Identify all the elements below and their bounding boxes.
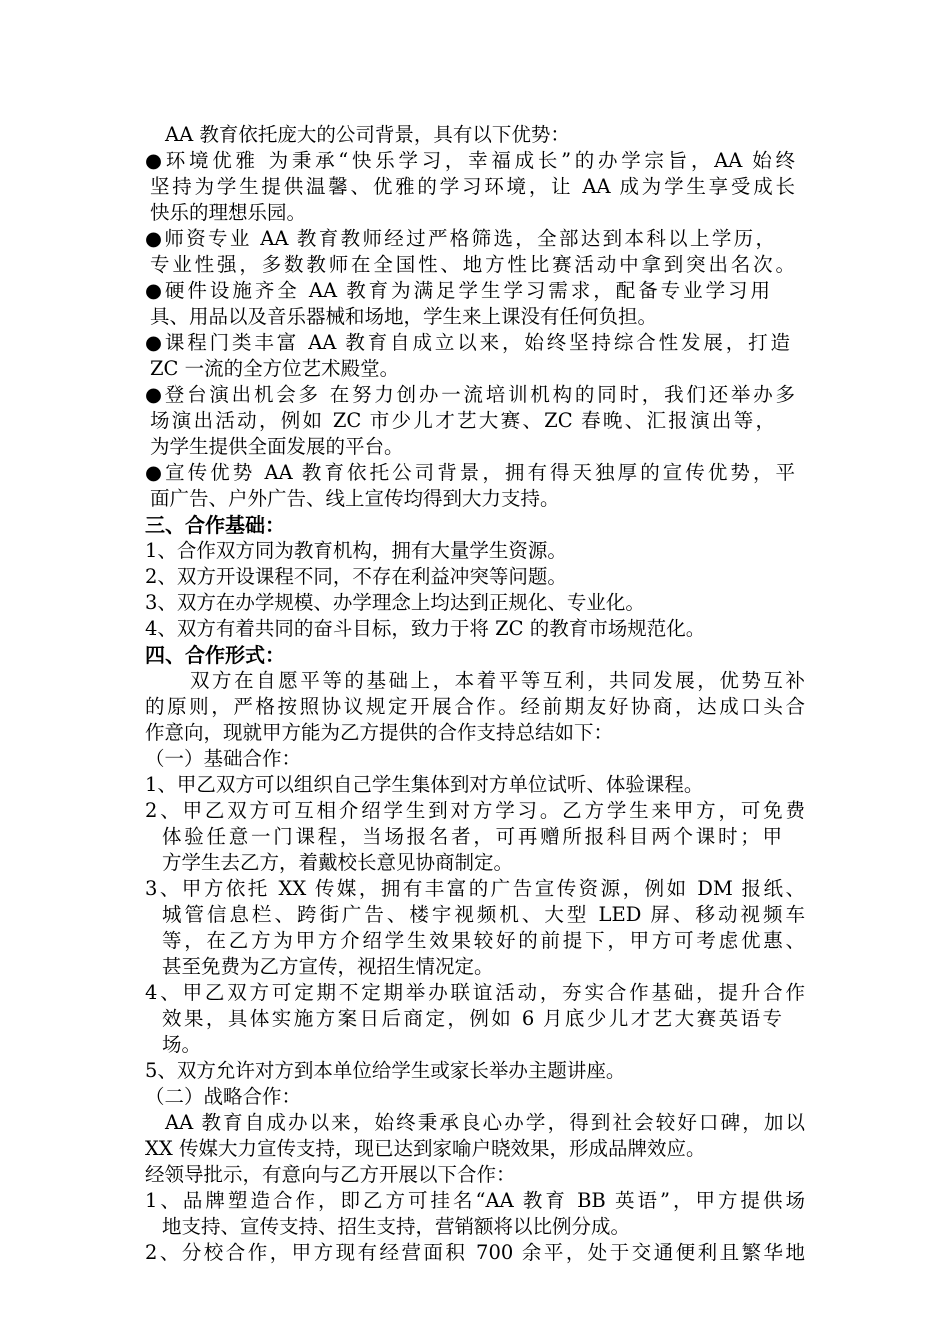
basic-item-3: 3、甲方依托 XX 传媒，拥有丰富的广告宣传资源，例如 DM 报纸、 (145, 877, 805, 900)
strategic-intro: AA 教育自成办以来，始终秉承良心办学，得到社会较好口碑，加以 (165, 1111, 805, 1134)
basic-item-1: 1、甲乙双方可以组织自己学生集体到对方单位试听、体验课程。 (145, 773, 704, 796)
basic-item-3-cont: 城管信息栏、跨街广告、楼宇视频机、大型 LED 屏、移动视频车 (162, 903, 805, 926)
advantage-environment: ●环境优雅 为秉承“快乐学习，幸福成长”的办学宗旨，AA 始终 (145, 149, 795, 172)
section4-intro-cont: 的原则，严格按照协议规定开展合作。经前期友好协商，达成口头合 (145, 695, 805, 718)
section4-heading: 四、合作形式： (145, 643, 285, 667)
basic-item-3-cont: 等，在乙方为甲方介绍学生效果较好的前提下，甲方可考虑优惠、 (162, 929, 805, 952)
section3-item: 3、双方在办学规模、办学理念上均达到正规化、专业化。 (145, 591, 645, 614)
basic-item-5: 5、双方允许对方到本单位给学生或家长举办主题讲座。 (145, 1059, 626, 1082)
strategic-intro-cont: 经领导批示，有意向与乙方开展以下合作： (145, 1163, 516, 1186)
basic-item-2-cont: 体验任意一门课程，当场报名者，可再赠所报科目两个课时；甲 (162, 825, 782, 848)
advantage-performance-cont: 场演出活动，例如 ZC 市少儿才艺大赛、ZC 春晚、汇报演出等， (150, 409, 775, 432)
advantage-courses: ●课程门类丰富 AA 教育自成立以来，始终坚持综合性发展，打造 (145, 331, 790, 354)
section3-item: 2、双方开设课程不同，不存在利益冲突等问题。 (145, 565, 567, 588)
basic-cooperation-title: （一）基础合作： (145, 747, 302, 770)
advantage-performance-cont: 为学生提供全面发展的平台。 (150, 435, 404, 458)
intro-text: AA 教育依托庞大的公司背景，具有以下优势： (165, 123, 570, 146)
advantage-teachers-cont: 专业性强，多数教师在全国性、地方性比赛活动中拿到突出名次。 (150, 253, 795, 276)
advantage-courses-cont: ZC 一流的全方位艺术殿堂。 (150, 357, 400, 380)
section3-heading: 三、合作基础： (145, 513, 285, 537)
section3-item: 1、合作双方同为教育机构，拥有大量学生资源。 (145, 539, 567, 562)
advantage-teachers: ●师资专业 AA 教育教师经过严格筛选，全部达到本科以上学历， (145, 227, 775, 250)
basic-item-2-cont: 方学生去乙方，着戴校长意见协商制定。 (162, 851, 514, 874)
basic-item-4-cont: 效果，具体实施方案日后商定，例如 6 月底少儿才艺大赛英语专 (162, 1007, 782, 1030)
advantage-facilities: ●硬件设施齐全 AA 教育为满足学生学习需求，配备专业学习用 (145, 279, 770, 302)
strategic-item-2: 2、分校合作，甲方现有经营面积 700 余平，处于交通便利且繁华地 (145, 1241, 805, 1264)
advantage-promotion: ●宣传优势 AA 教育依托公司背景，拥有得天独厚的宣传优势，平 (145, 461, 795, 484)
basic-item-4: 4、甲乙双方可定期不定期举办联谊活动，夯实合作基础，提升合作 (145, 981, 805, 1004)
strategic-cooperation-title: （二）战略合作： (145, 1085, 302, 1108)
basic-item-3-cont: 甚至免费为乙方宣传，视招生情况定。 (162, 955, 494, 978)
advantage-environment-cont: 坚持为学生提供温馨、优雅的学习环境，让 AA 成为学生享受成长 (150, 175, 795, 198)
basic-item-2: 2、甲乙双方可互相介绍学生到对方学习。乙方学生来甲方，可免费 (145, 799, 805, 822)
advantage-performance: ●登台演出机会多 在努力创办一流培训机构的同时，我们还举办多 (145, 383, 795, 406)
advantage-environment-cont: 快乐的理想乐园。 (150, 201, 307, 224)
basic-item-4-cont: 场。 (162, 1033, 202, 1056)
strategic-intro-cont: XX 传媒大力宣传支持，现已达到家喻户晓效果，形成品牌效应。 (145, 1137, 706, 1160)
section3-item: 4、双方有着共同的奋斗目标，致力于将 ZC 的教育市场规范化。 (145, 617, 706, 640)
strategic-item-1: 1、品牌塑造合作，即乙方可挂名“AA 教育 BB 英语”，甲方提供场 (145, 1189, 805, 1212)
section4-intro-cont: 作意向，现就甲方能为乙方提供的合作支持总结如下： (145, 721, 614, 744)
strategic-item-1-cont: 地支持、宣传支持、招生支持，营销额将以比例分成。 (162, 1215, 631, 1238)
advantage-promotion-cont: 面广告、户外广告、线上宣传均得到大力支持。 (150, 487, 560, 510)
advantage-facilities-cont: 具、用品以及音乐器械和场地，学生来上课没有任何负担。 (150, 305, 658, 328)
section4-intro: 双方在自愿平等的基础上，本着平等互利，共同发展，优势互补 (190, 669, 805, 692)
